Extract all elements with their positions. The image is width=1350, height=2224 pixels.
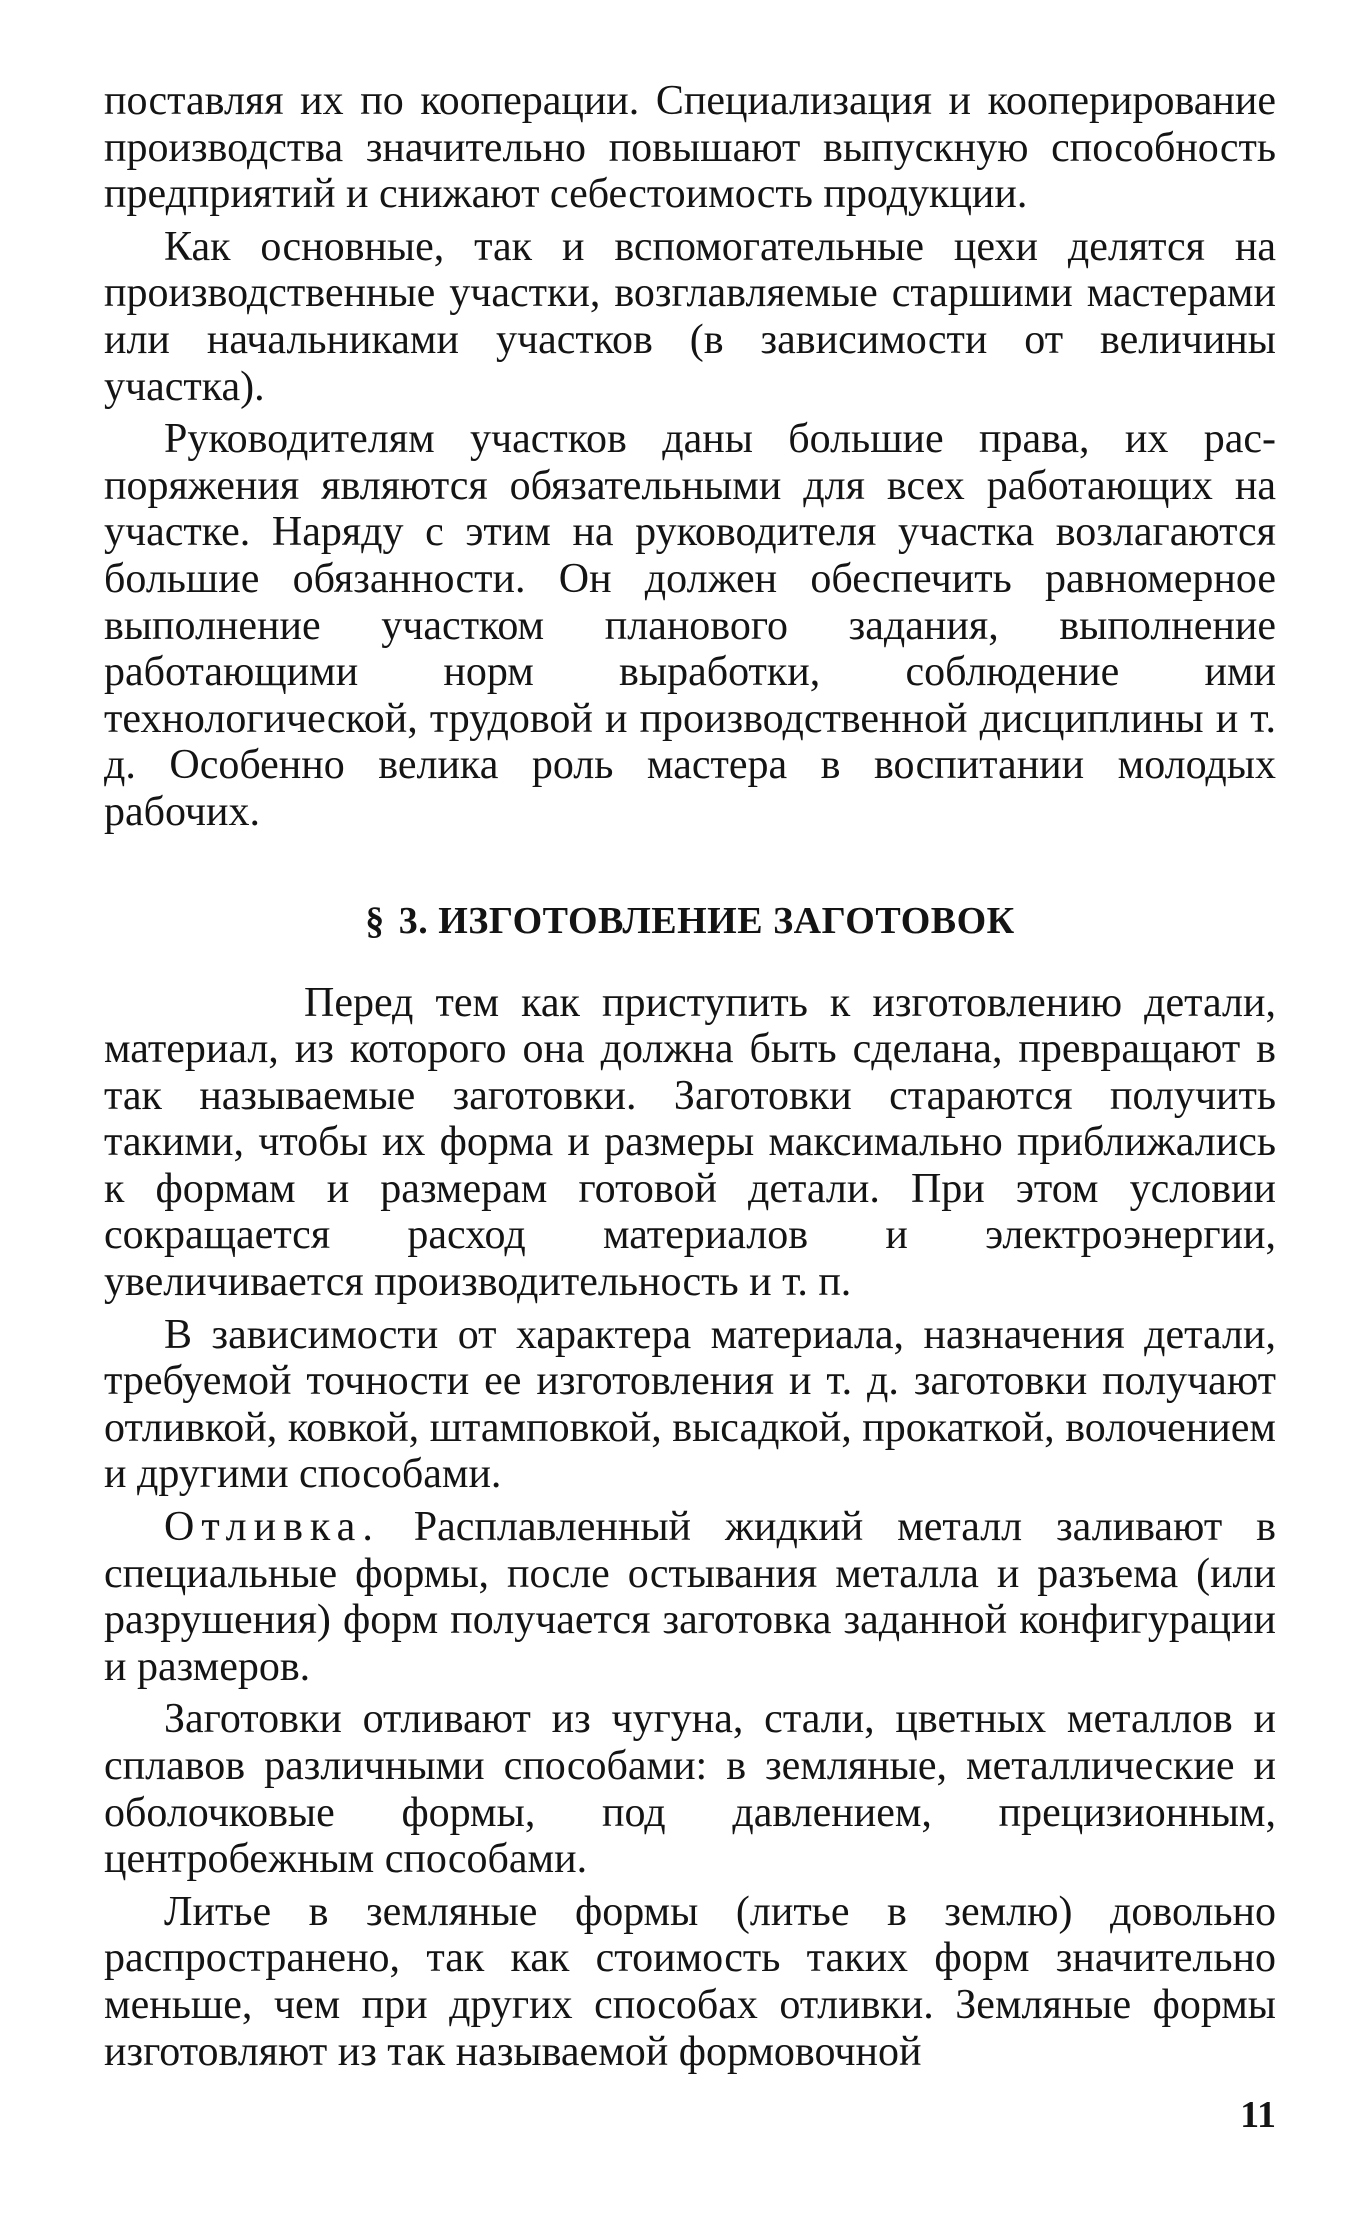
section-heading: [104, 898, 1276, 944]
casting-definition: Расплавленный жидкий металл заливают в специальные формы, после остывания металла и разъема (или разрушения) форм получается заготовка заданной конфигурации и размеров.: [104, 1504, 1276, 1690]
section-title: 3. ИЗГОТОВЛЕНИЕ ЗАГОТОВОК: [398, 899, 1015, 942]
paragraph-shops-divided: Как основные, так и вспомогательные цехи делятся на производственные участки, возглавляемые старшими мастерами или начальниками участков (в зависимости от величины участка).: [104, 223, 1276, 410]
paragraph-sand-casting: Литье в земляные формы (литье в землю) довольно распространено, так как стоимость таких форм значительно меньше, чем при других способах отливки. Земляные формы изготовляют из так называемой формовочной: [104, 1888, 1276, 2075]
section-symbol: §: [365, 899, 385, 942]
paragraph-cooperation: поставляя их по кооперации. Специализация и кооперирование производства значительно повышают выпускную способность предприятий и снижают себестоимость продукции.: [104, 78, 1276, 218]
page-number: 11: [1240, 2094, 1276, 2136]
paragraph-casting: [104, 1504, 1276, 1690]
paragraph-blank-methods: В зависимости от характера материала, назначения детали, требуемой точности ее изготовления и т. д. заготовки получают отливкой, ковкой, штамповкой, высадкой, прокаткой, волочением и другими способами.: [104, 1311, 1276, 1498]
paragraph-blanks-intro: Перед тем как приступить к изготовлению детали, материал, из которого она должна быть сделана, превращают в так называемые заготовки. Заготовки стараются получить такими, чтобы их форма и размеры максимально приближались к формам и размерам готовой детали. При этом условии сокращается расход материалов и электроэнергии, увеличивается производительность и т. п.: [104, 979, 1276, 1306]
book-page: [104, 78, 1276, 2158]
paragraph-casting-methods: Заготовки отливают из чугуна, стали, цветных металлов и сплавов различными способами: в земляные, металлические и оболочковые формы, под давлением, прецизионным, центробежным способами.: [104, 1696, 1276, 1883]
term-casting: Отливка.: [164, 1504, 380, 1551]
paragraph-section-heads: Руководителям участков даны большие права, их распоряжения являются обязательными для всех работающих на участке. Наряду с этим на руководителя участка возлагаются большие обязанности. Он должен обеспечить равномерное выполнение участком планового задания, выполнение работающими норм выработки, соблюдение ими технологической, трудовой и производственной дисциплины и т. д. Особенно велика роль мастера в воспитании молодых рабочих.: [104, 416, 1276, 835]
